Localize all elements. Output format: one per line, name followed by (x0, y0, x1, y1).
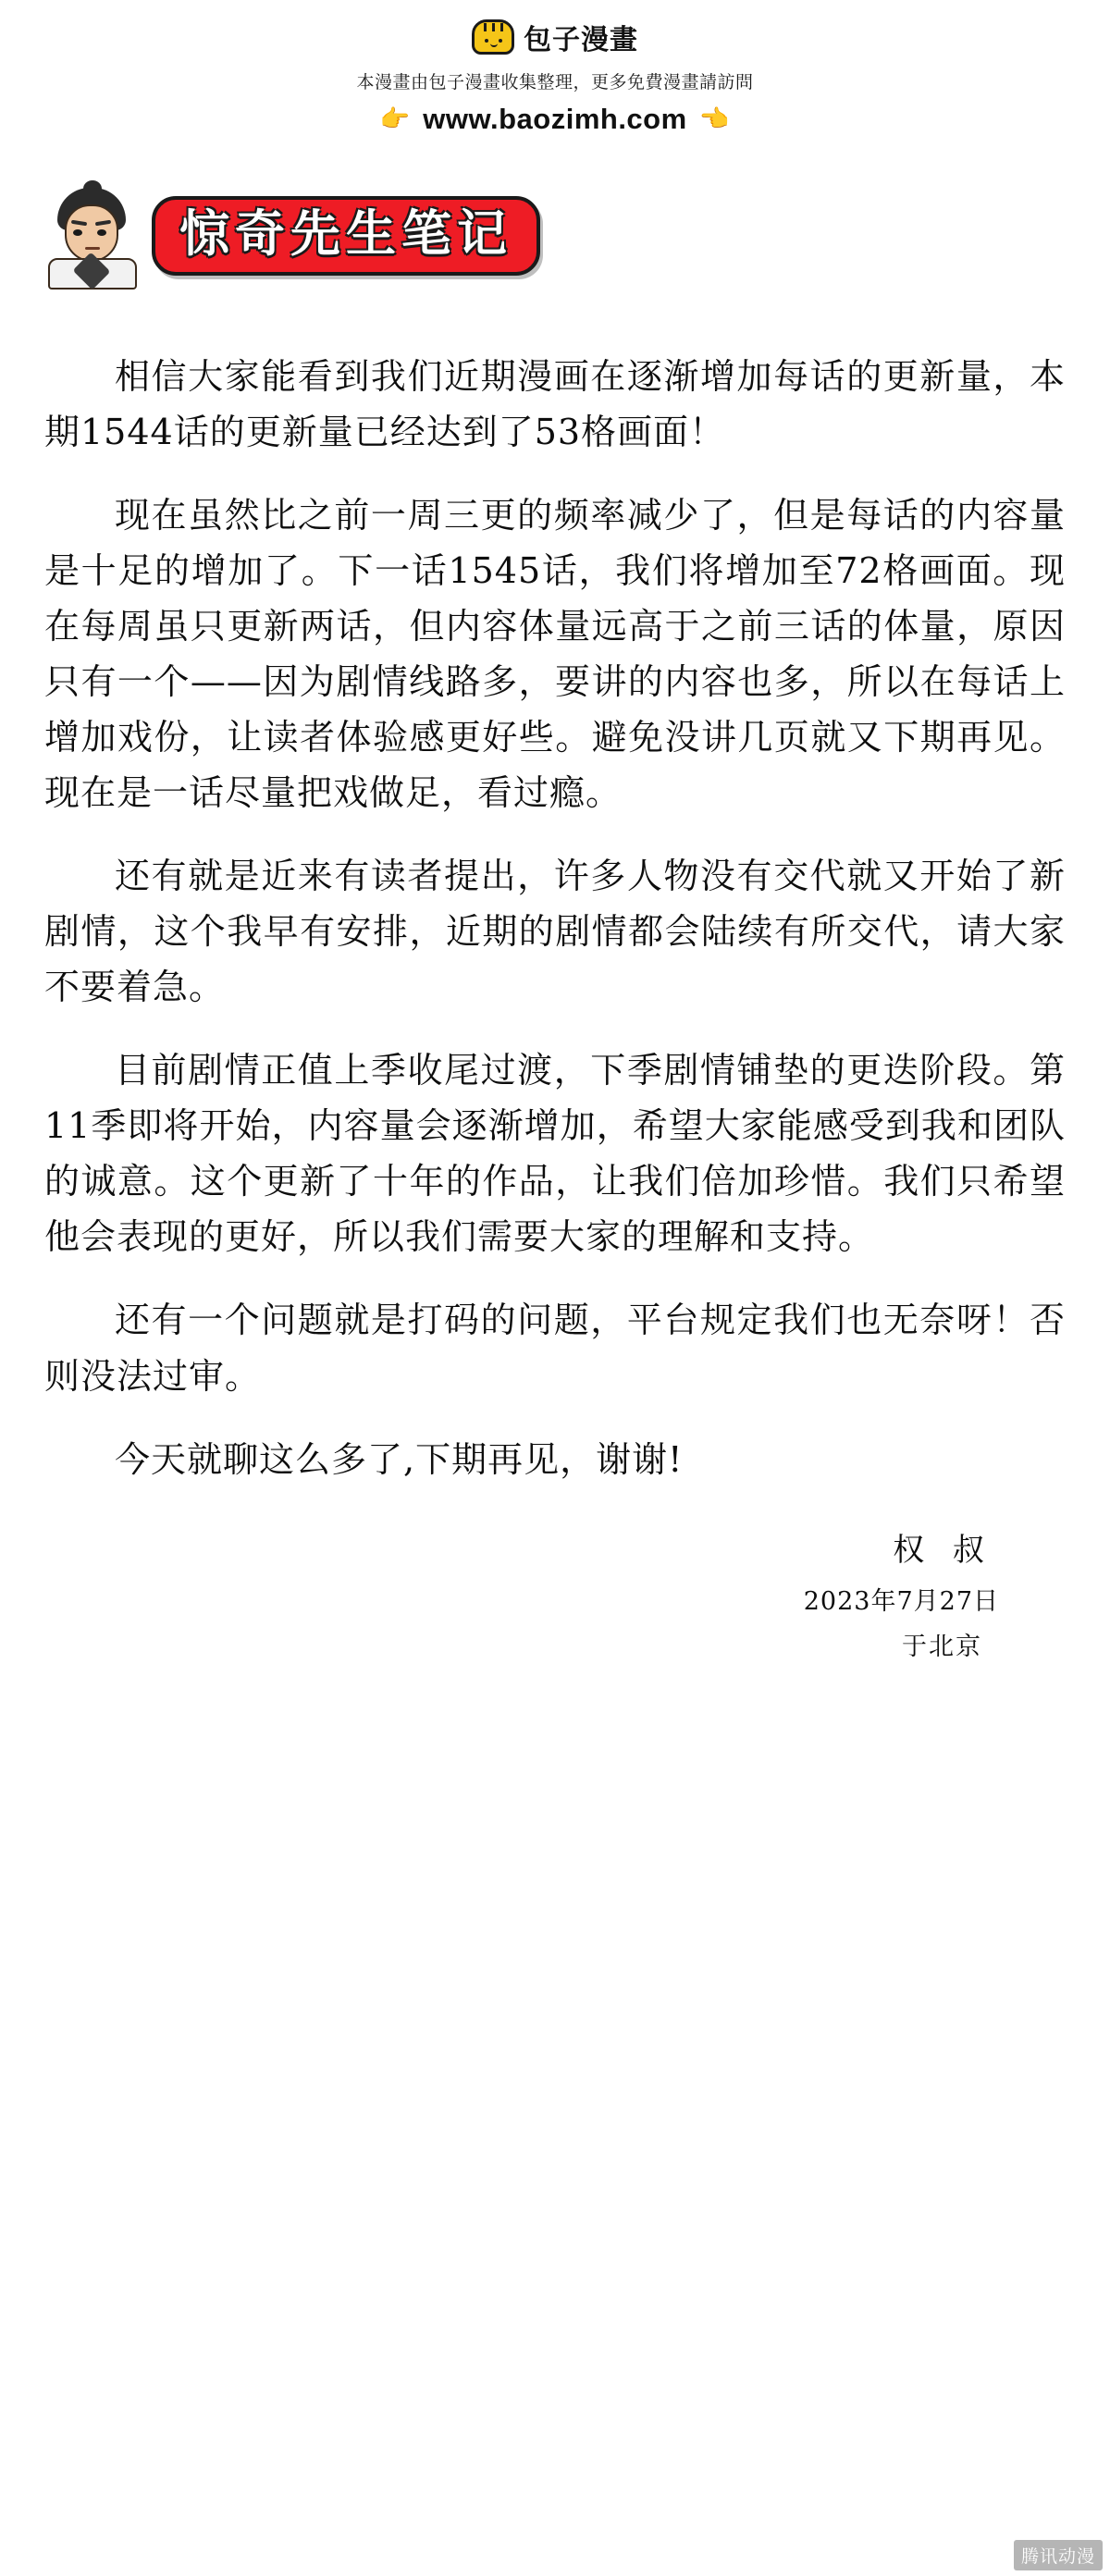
brand-url-row (0, 103, 1110, 136)
note-paragraph: 相信大家能看到我们近期漫画在逐渐增加每话的更新量，本期1544话的更新量已经达到了53格画面！ (44, 356, 1066, 453)
title-banner (152, 196, 540, 276)
signature-date: 2023年7月27日 (803, 1586, 999, 1616)
brand-row (0, 17, 1110, 57)
pointing-hand-left-icon: 👉 (699, 105, 731, 132)
note-body (44, 349, 1066, 1487)
author-portrait-icon (43, 184, 142, 288)
signature-block (0, 1524, 999, 1662)
note-paragraph: 还有就是近来有读者提出，许多人物没有交代就又开始了新剧情，这个我早有安排，近期的剧情都会陆续有所交代，请大家不要着急。 (44, 856, 1066, 1008)
note-paragraph: 目前剧情正值上季收尾过渡，下季剧情铺垫的更迭阶段。第11季即将开始，内容量会逐渐增加，希望大家能感受到我和团队的诚意。这个更新了十年的作品，让我们倍加珍惜。我们只希望他会表现的更好，所以我们需要大家的理解和支持。 (44, 1050, 1066, 1258)
page-title: 惊奇先生笔记 (179, 203, 512, 263)
note-paragraph: 还有一个问题就是打码的问题，平台规定我们也无奈呀！否则没法过审。 (44, 1300, 1066, 1397)
note-paragraph: 今天就聊这么多了,下期再见，谢谢! (115, 1438, 684, 1480)
site-watermark-header (0, 0, 1110, 136)
baozi-bun-icon (472, 17, 514, 57)
note-title-block (0, 180, 1110, 291)
signature-name: 权 叔 (893, 1531, 993, 1569)
brand-name: 包子漫畫 (524, 25, 638, 55)
brand-notice: 本漫畫由包子漫畫收集整理，更多免費漫畫請訪問 (356, 73, 754, 92)
note-paragraph: 现在虽然比之前一周三更的频率减少了，但是每话的内容量是十足的增加了。下一话1545话，我们将增加至72格画面。现在每周虽只更新两话，但内容体量远高于之前三话的体量，原因只有一个——因为剧情线路多，要讲的内容也多，所以在每话上增加戏份，让读者体验感更好些。避免没讲几页就又下期再见。现在是一话尽量把戏做足，看过瘾。 (44, 495, 1066, 814)
pointing-hand-right-icon: 👉 (379, 105, 411, 132)
corner-watermark: 腾讯动漫 (1014, 2540, 1103, 2570)
signature-place: 于北京 (902, 1632, 982, 1661)
brand-url[interactable]: www.baozimh.com (423, 103, 687, 135)
